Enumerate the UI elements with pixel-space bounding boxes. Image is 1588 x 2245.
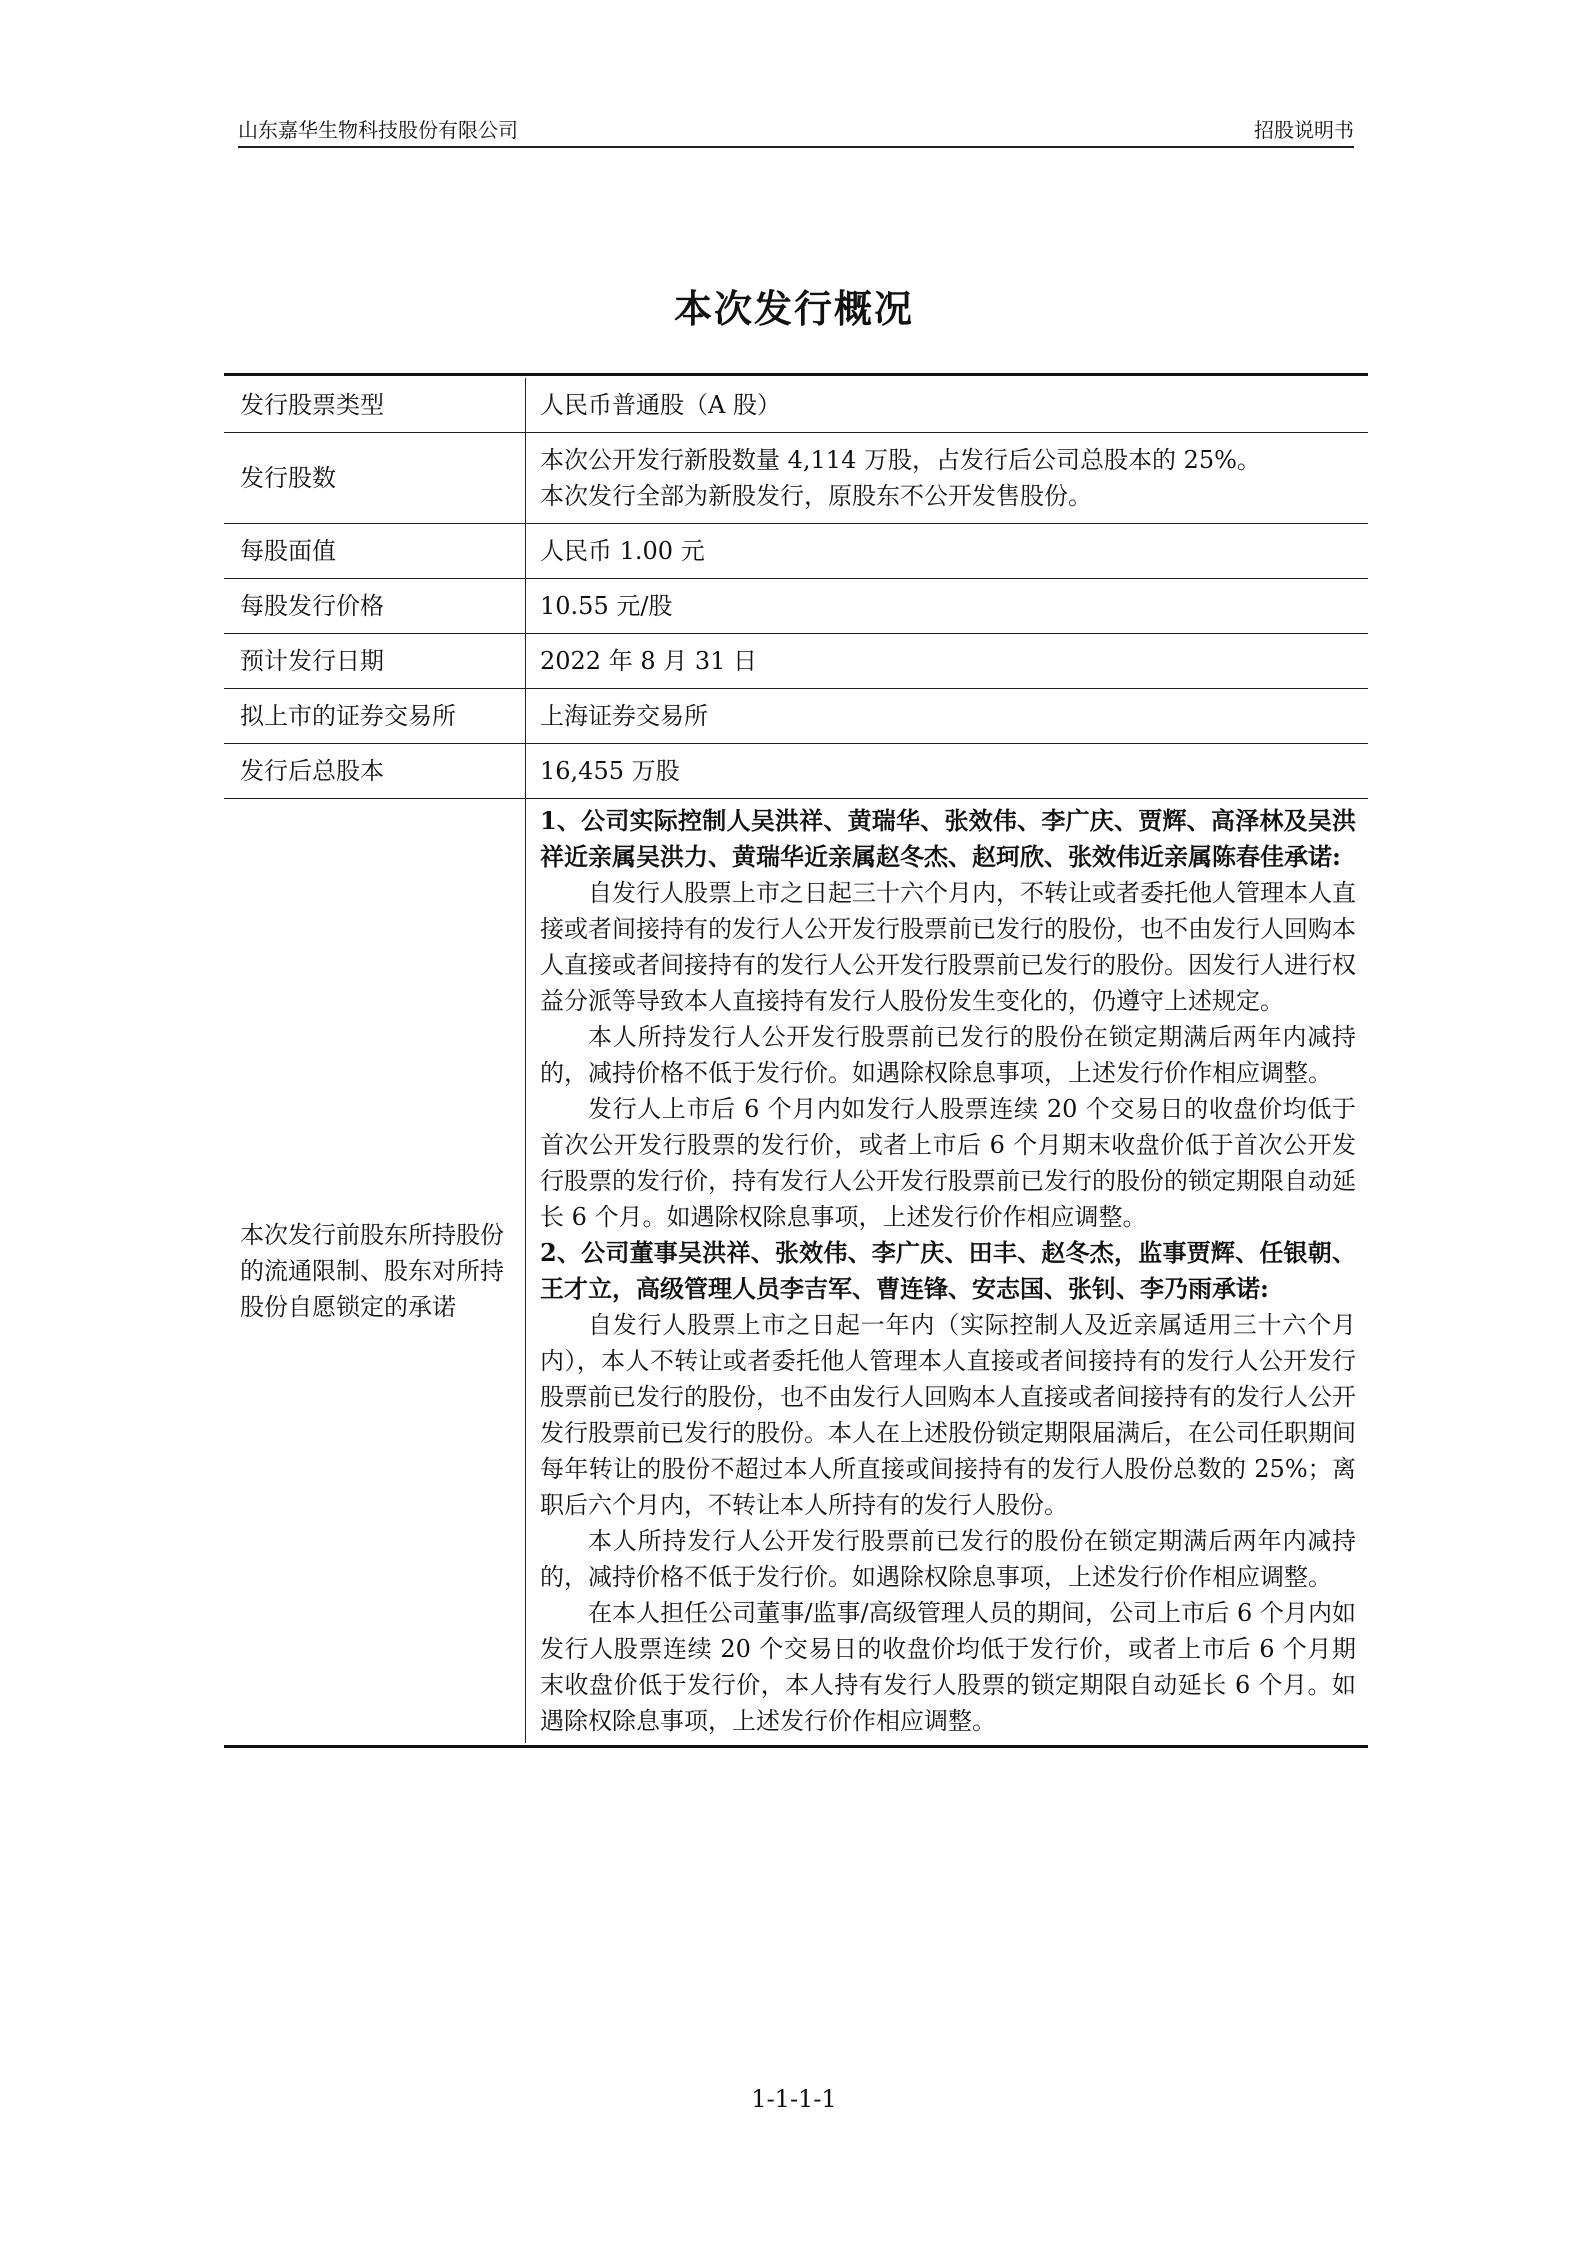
section-paragraph: 在本人担任公司董事/监事/高级管理人员的期间，公司上市后 6 个月内如发行人股票连续 20 个交易日的收盘价均低于发行价，或者上市后 6 个月期末收盘价低于发行价，本人持有发行人股票的锁定期限自动延长 6 个月。如遇除权除息事项，上述发行价作相应调整。 [540, 1599, 1356, 1735]
section-heading: 2、公司董事吴洪祥、张效伟、李广庆、田丰、赵冬杰，监事贾辉、任银朝、王才立，高级管理人员李吉军、曹连锋、安志国、张钊、李乃雨承诺: [540, 1238, 1356, 1303]
row-value: 10.55 元/股 [526, 579, 1369, 634]
row-value: 人民币 1.00 元 [526, 524, 1369, 579]
row-value: 人民币普通股（A 股） [526, 378, 1369, 433]
table-row [224, 579, 1368, 634]
table-row [224, 689, 1368, 744]
table-row [224, 378, 1368, 433]
table-row-commitment [224, 799, 1368, 1744]
page-number: 1-1-1-1 [751, 2085, 837, 2113]
section-paragraph: 自发行人股票上市之日起一年内（实际控制人及近亲属适用三十六个月内），本人不转让或者委托他人管理本人直接或者间接持有的发行人公开发行股票前已发行的股份，也不由发行人回购本人直接或者间接持有的发行人公开发行股票前已发行的股份。本人在上述股份锁定期限届满后，在公司任职期间每年转让的股份不超过本人所直接或间接持有的发行人股份总数的 25%；离职后六个月内，不转让本人所持有的发行人股份。 [540, 1311, 1356, 1519]
table-bottom-rule [224, 1745, 1368, 1748]
row-label: 发行股数 [224, 433, 526, 524]
section-paragraph: 自发行人股票上市之日起三十六个月内，不转让或者委托他人管理本人直接或者间接持有的发行人公开发行股票前已发行的股份，也不由发行人回购本人直接或者间接持有的发行人公开发行股票前已发行的股份。因发行人进行权益分派等导致本人直接持有发行人股份发生变化的，仍遵守上述规定。 [540, 879, 1356, 1015]
row-label: 拟上市的证券交易所 [224, 689, 526, 744]
row-label: 每股面值 [224, 524, 526, 579]
row-value: 16,455 万股 [526, 744, 1369, 799]
table-top-rule [224, 373, 1368, 376]
offering-overview-table [224, 373, 1368, 1748]
table-row [224, 634, 1368, 689]
value-line: 本次发行全部为新股发行，原股东不公开发售股份。 [540, 482, 1092, 510]
section-paragraph: 本人所持发行人公开发行股票前已发行的股份在锁定期满后两年内减持的，减持价格不低于发行价。如遇除权除息事项，上述发行价作相应调整。 [540, 1527, 1356, 1591]
commitment-content [526, 799, 1369, 1744]
table-row [224, 524, 1368, 579]
section-paragraph: 本人所持发行人公开发行股票前已发行的股份在锁定期满后两年内减持的，减持价格不低于发行价。如遇除权除息事项，上述发行价作相应调整。 [540, 1023, 1356, 1087]
row-value: 2022 年 8 月 31 日 [526, 634, 1369, 689]
table-row [224, 744, 1368, 799]
page-title: 本次发行概况 [673, 286, 914, 331]
row-label: 每股发行价格 [224, 579, 526, 634]
row-label: 发行股票类型 [224, 378, 526, 433]
table-row [224, 433, 1368, 524]
row-label: 预计发行日期 [224, 634, 526, 689]
row-value [526, 433, 1369, 524]
commitment-label: 本次发行前股东所持股份的流通限制、股东对所持股份自愿锁定的承诺 [224, 799, 526, 1744]
row-label: 发行后总股本 [224, 744, 526, 799]
company-name: 山东嘉华生物科技股份有限公司 [238, 118, 518, 142]
section-paragraph: 发行人上市后 6 个月内如发行人股票连续 20 个交易日的收盘价均低于首次公开发行股票的发行价，或者上市后 6 个月期末收盘价低于首次公开发行股票的发行价，持有发行人公开发行股票前已发行的股份的锁定期限自动延长 6 个月。如遇除权除息事项，上述发行价作相应调整。 [540, 1095, 1356, 1231]
page-header [238, 112, 1354, 148]
row-value: 上海证券交易所 [526, 689, 1369, 744]
value-line: 本次公开发行新股数量 4,114 万股，占发行后公司总股本的 25%。 [540, 446, 1261, 474]
document-type: 招股说明书 [1254, 118, 1354, 142]
section-heading: 1、公司实际控制人吴洪祥、黄瑞华、张效伟、李广庆、贾辉、高泽林及吴洪祥近亲属吴洪力、黄瑞华近亲属赵冬杰、赵珂欣、张效伟近亲属陈春佳承诺: [540, 806, 1356, 871]
